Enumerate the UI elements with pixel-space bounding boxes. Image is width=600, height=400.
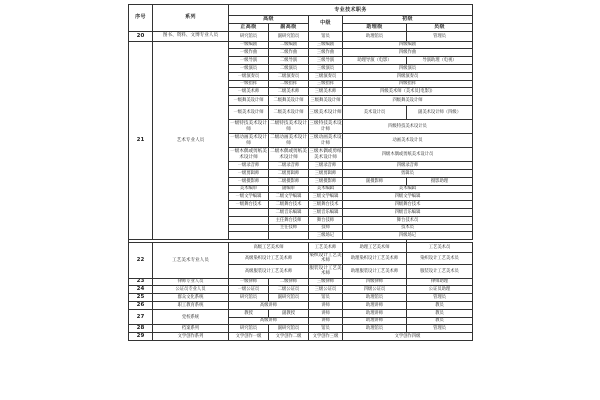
cell: 助理讲师 (343, 309, 407, 317)
cell: 三级美术设计师 (309, 106, 343, 120)
cell: 三级木偶或剪纸美术设计师 (309, 149, 342, 160)
row-number: 22 (129, 243, 153, 278)
table-row (129, 294, 473, 302)
cell: 二级作曲 (269, 49, 309, 57)
cell: 研究馆员 (229, 294, 269, 302)
cell: 主任技师 (269, 224, 309, 232)
row-number: 27 (129, 309, 153, 325)
row-category: 艺术专业人员 (153, 41, 229, 240)
row-number: 25 (129, 294, 153, 302)
cell: 二级木偶或剪纸美术设计师 (270, 149, 307, 160)
cell: 管理员 (407, 31, 473, 41)
cell: 讲师 (309, 301, 343, 309)
cell: 文学创作一级 (229, 333, 269, 341)
table-row (129, 31, 473, 41)
cell: 三级动画美术设计师 (309, 135, 342, 146)
cell: 副研究馆员 (269, 294, 309, 302)
cell: 主任舞台技师 (269, 216, 309, 224)
cell: 副研究馆员 (269, 325, 309, 333)
row-category: 职工教育系统 (153, 301, 229, 309)
header-vice-senior: 副高级 (269, 23, 309, 31)
header-title: 专业技术职务 (229, 5, 473, 16)
cell: 副摄影师 (343, 177, 407, 185)
cell: 舞台技术员 (343, 216, 473, 224)
cell: 三级舞美设计师 (309, 96, 343, 106)
cell: 三级录音师 (309, 162, 343, 170)
header-junior: 初级 (343, 16, 473, 24)
header-row-1 (129, 5, 473, 16)
cell: 研究馆员 (229, 325, 269, 333)
cell: 三级场记 (309, 232, 343, 240)
cell: 二级美术师 (269, 88, 309, 96)
cell: 管理员 (407, 294, 473, 302)
cell: 助理导演（电影） (343, 57, 407, 65)
cell: 二级演奏员 (269, 72, 309, 80)
cell: 高级讲师 (229, 317, 309, 325)
cell: 四级指挥 (343, 80, 473, 88)
cell: 助理馆员 (343, 325, 407, 333)
row-number: 29 (129, 333, 153, 341)
cell: 四级编剧 (343, 41, 473, 49)
cell: 美术设计员 (343, 106, 407, 120)
grade-table-sheet (128, 4, 472, 396)
cell: 四级舞美设计师 (343, 96, 473, 106)
cell: 四级律师 (343, 278, 407, 286)
table-row (129, 301, 473, 309)
cell: 三级编剧 (309, 41, 343, 49)
cell: 三级文学编辑 (309, 193, 343, 201)
cell: 工艺美术师 (309, 243, 343, 253)
cell: 讲师 (309, 309, 343, 317)
cell: 一级美术设计师 (229, 106, 269, 120)
cell: 助理讲师 (343, 301, 407, 309)
cell: 一级指挥 (229, 80, 269, 88)
cell: 四级特技美术设计员 (343, 120, 473, 134)
header-member: 员级 (407, 23, 473, 31)
header-series: 系列 (153, 5, 229, 32)
cell: 二级录音师 (269, 162, 309, 170)
cell: 一级演奏员 (229, 72, 269, 80)
cell: 二级导演 (269, 57, 309, 65)
table-row (129, 309, 473, 317)
cell: 一级舞美设计师 (229, 96, 269, 106)
cell: 二级律师 (269, 278, 309, 286)
cell: 助理服装设计工艺美术师 (343, 264, 407, 278)
cell: 教授 (229, 309, 269, 317)
cell: 动画美术设计员 (343, 134, 473, 148)
cell: 文学创作三级 (309, 333, 343, 341)
cell: 一级律师 (229, 278, 269, 286)
row-category: 群众文化系统 (153, 294, 229, 302)
cell: 美术编审 (229, 185, 269, 193)
cell: 三级剪辑师 (309, 169, 343, 177)
cell: 三级美术师 (309, 88, 343, 96)
cell: 二级舞美设计师 (269, 96, 309, 106)
cell: 三级律师 (309, 278, 343, 286)
row-category: 公证员专业人员 (153, 286, 229, 294)
cell: 公证员助理 (407, 286, 473, 294)
table-row (129, 286, 473, 294)
row-category: 律师专业人员 (153, 278, 229, 286)
cell: 二级演员 (269, 64, 309, 72)
cell (269, 232, 309, 240)
cell: 研究馆员 (229, 31, 269, 41)
cell: 二级文学编辑 (269, 193, 309, 201)
cell: 一级导演 (229, 57, 269, 65)
cell: 四级美术师（美术员[电影]） (343, 88, 473, 96)
cell: 教员 (407, 317, 473, 325)
cell: 四级场记 (343, 232, 473, 240)
row-number: 21 (129, 41, 153, 240)
cell: 二级舞台技术 (269, 201, 309, 209)
row-category: 档案系列 (153, 325, 229, 333)
cell: 三级演员 (309, 64, 343, 72)
cell: 工艺美术员 (407, 243, 473, 253)
row-number: 28 (129, 325, 153, 333)
header-middle: 中级 (309, 16, 343, 32)
cell: 副教授 (269, 309, 309, 317)
table-row (129, 243, 473, 253)
cell: 一级舞台技术 (229, 201, 269, 209)
cell: 四级文学编辑 (343, 193, 473, 201)
cell: 四级录音师 (343, 162, 473, 170)
cell: 副编审 (269, 185, 309, 193)
cell: 三级摄影师 (309, 177, 343, 185)
cell: 四级演员 (343, 64, 473, 72)
row-category: 文学创作系列 (153, 333, 229, 341)
cell: 教员 (407, 309, 473, 317)
cell: 高级染织设计工艺美术师 (229, 253, 309, 264)
cell: 三级指挥 (309, 80, 343, 88)
cell: 四级音乐编辑 (343, 208, 473, 216)
cell: 二级动画美术设计师 (270, 135, 307, 146)
cell: 一级美术师 (229, 88, 269, 96)
row-number: 26 (129, 301, 153, 309)
cell: 四级舞台技术 (343, 201, 473, 209)
cell: 二级编剧 (269, 41, 309, 49)
cell: 副美术设计师（四级） (407, 106, 473, 120)
cell: 助理馆员 (343, 31, 407, 41)
cell: 助理工艺美术师 (343, 243, 407, 253)
cell: 教员 (407, 301, 473, 309)
row-category: 工艺美术专业人员 (153, 243, 229, 278)
cell: 四级木偶或剪纸美术设计员 (343, 148, 473, 162)
cell: 一级作曲 (229, 49, 269, 57)
cell: 助理染织设计工艺美术师 (343, 253, 407, 264)
cell: 美术编辑 (343, 185, 473, 193)
cell: 一级木偶或剪纸美术设计师 (230, 149, 267, 160)
cell: 服装设计工艺美术员 (407, 264, 473, 278)
row-number: 24 (129, 286, 153, 294)
cell: 染织设计工艺美术员 (407, 253, 473, 264)
cell: 摄影助理 (407, 177, 473, 185)
cell: 一级动画美术设计师 (230, 135, 267, 146)
table-row (129, 333, 473, 341)
header-full-senior: 正高级 (229, 23, 269, 31)
row-number: 23 (129, 278, 153, 286)
cell: 讲师 (309, 317, 343, 325)
cell: 舞台技师 (309, 216, 343, 224)
cell: 馆员 (309, 31, 343, 41)
cell: 二级剪辑师 (269, 169, 309, 177)
cell: 服装设计工艺美术师 (309, 265, 342, 277)
cell: 三级导演 (309, 57, 343, 65)
cell: 高级服装设计工艺美术师 (229, 264, 309, 278)
cell: 一级公证员 (229, 286, 269, 294)
professional-title-table (128, 4, 473, 341)
cell (229, 224, 269, 232)
cell (229, 208, 269, 216)
cell: 副研究馆员 (269, 31, 309, 41)
cell: 一级编剧 (229, 41, 269, 49)
cell: 馆员 (309, 294, 343, 302)
cell: 导演助理（电视） (407, 57, 473, 65)
cell (229, 216, 269, 224)
cell: 一级演员 (229, 64, 269, 72)
cell: 三级音乐编辑 (309, 208, 343, 216)
cell: 文学创作二级 (269, 333, 309, 341)
row-category: 党校系统 (153, 309, 229, 325)
table-row (129, 41, 473, 49)
cell: 管理员 (407, 325, 473, 333)
cell: 律师助理 (407, 278, 473, 286)
cell: 高级工艺美术师 (229, 243, 309, 253)
table-row (129, 278, 473, 286)
cell: 高级讲师 (229, 301, 309, 309)
cell: 一级摄影师 (229, 177, 269, 185)
cell: 四级演奏员 (343, 72, 473, 80)
cell: 美术编辑 (309, 185, 343, 193)
cell: 剪辑员 (343, 169, 473, 177)
cell: 三级特技美术设计师 (309, 121, 342, 132)
cell: 二级美术设计师 (269, 106, 309, 120)
cell: 二级特技美术设计师 (270, 121, 307, 132)
header-no: 序号 (129, 5, 153, 32)
cell: 染织设计工艺美术师 (309, 253, 342, 264)
cell (229, 232, 269, 240)
cell: 技师 (309, 224, 343, 232)
cell: 一级录音师 (229, 162, 269, 170)
cell: 二级公证员 (269, 286, 309, 294)
cell: 一级剪辑师 (229, 169, 269, 177)
cell: 助理讲师 (343, 317, 407, 325)
cell: 助理馆员 (343, 294, 407, 302)
cell: 技术员 (343, 224, 473, 232)
cell: 馆员 (309, 325, 343, 333)
cell: 一级特技美术设计师 (230, 121, 267, 132)
table-row (129, 325, 473, 333)
row-category: 图书、资料、文博专业人员 (153, 31, 229, 41)
cell: 二级指挥 (269, 80, 309, 88)
header-assistant: 助理级 (343, 23, 407, 31)
cell: 三级舞台技术 (309, 201, 343, 209)
cell: 四级公证员 (343, 286, 407, 294)
cell: 三级作曲 (309, 49, 343, 57)
cell: 三级演奏员 (309, 72, 343, 80)
cell: 文学创作四级 (343, 333, 473, 341)
cell: 一级文学编辑 (229, 193, 269, 201)
cell: 二级摄影师 (269, 177, 309, 185)
cell: 四级作曲 (343, 49, 473, 57)
header-senior: 高级 (229, 16, 309, 24)
row-number: 20 (129, 31, 153, 41)
cell: 二级音乐编辑 (269, 208, 309, 216)
cell: 三级公证员 (309, 286, 343, 294)
